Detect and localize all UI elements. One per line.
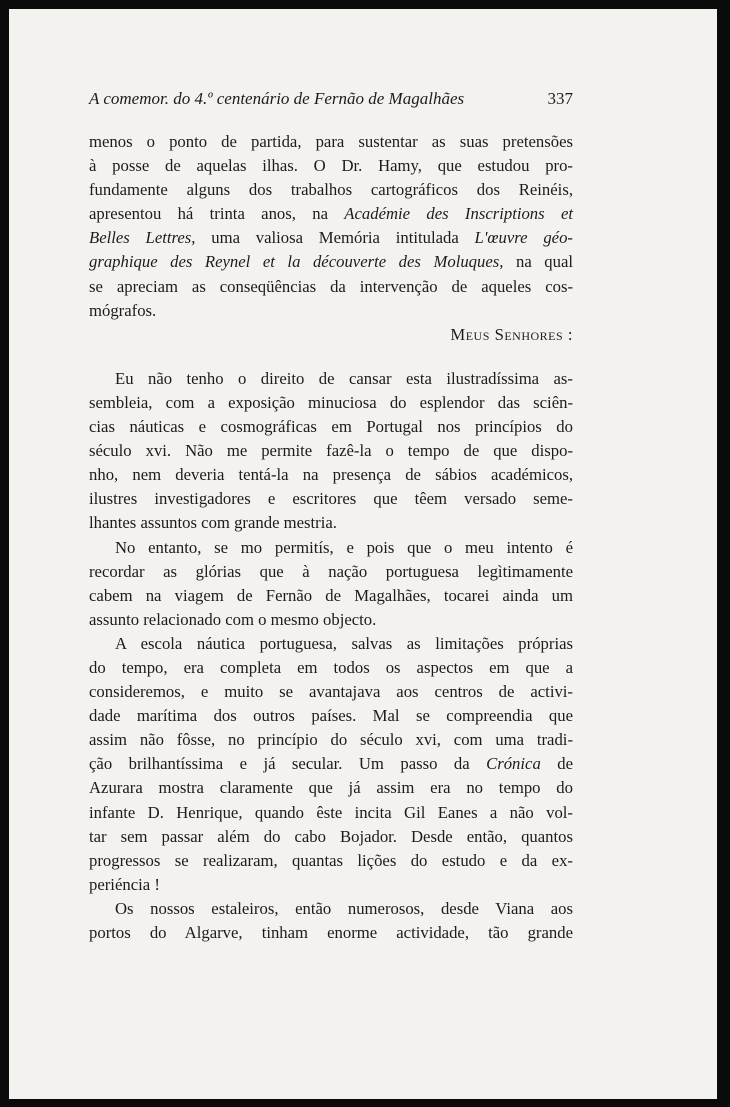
text-run: periéncia !: [89, 874, 160, 894]
text-run: se apreciam as conseqüências da intervenção de aqueles cos-: [89, 276, 573, 296]
text-line: [89, 825, 573, 849]
text-line: [89, 584, 573, 608]
text-line: [89, 275, 573, 299]
italic-text: Académie des Inscriptions et: [344, 204, 573, 224]
text-line: [89, 873, 573, 897]
text-run: uma valiosa Memória intitulada: [195, 228, 475, 248]
text-run: Eu não tenho o direito de cansar esta ilustradíssima as-: [115, 368, 573, 388]
paragraph: [89, 632, 573, 897]
text-line: [89, 849, 573, 873]
text-run: Azurara mostra claramente que já assim era no tempo do: [89, 778, 573, 798]
text-line: [89, 439, 573, 463]
text-run: menos o ponto de partida, para sustentar as suas pretensões: [89, 132, 573, 151]
text-run: nho, nem deveria tentá-la na presença de sábios académicos,: [89, 465, 573, 485]
salutation: [89, 323, 573, 347]
italic-text: graphique des Reynel et la découverte des Moluques,: [89, 252, 504, 272]
text-line: [89, 511, 573, 535]
text-line: [89, 154, 573, 178]
text-run: ilustres investigadores e escritores que têem versado seme-: [89, 489, 573, 509]
text-line: [89, 728, 573, 752]
italic-text: L'œuvre géo-: [474, 228, 573, 248]
paragraph: [89, 347, 573, 536]
text-run: cias náuticas e cosmográficas em Portugal nos princípios do: [89, 417, 573, 437]
paragraph: [89, 130, 573, 323]
italic-text: Belles Lettres,: [89, 228, 196, 248]
text-line: [89, 202, 573, 226]
text-run: No entanto, se mo permitís, e pois que o meu intento é: [115, 537, 573, 557]
text-run: assim não fôsse, no princípio do século xvi, com uma tradi-: [89, 730, 573, 750]
text-line: [89, 704, 573, 728]
page-number: 337: [547, 89, 573, 108]
text-run: do tempo, era completa em todos os aspectos em que a: [89, 657, 573, 677]
text-line: [89, 463, 573, 487]
text-line: [89, 487, 573, 511]
text-run: Os nossos estaleiros, então numerosos, desde Viana aos: [115, 898, 573, 918]
text-run: recordar as glórias que à nação portuguesa legìtimamente: [89, 561, 573, 581]
text-line: [89, 536, 573, 560]
text-run: século xvi. Não me permite fazê-la o tempo de que dispo-: [89, 441, 573, 461]
text-run: A escola náutica portuguesa, salvas as limitações próprias: [115, 633, 573, 653]
text-line: [89, 801, 573, 825]
text-run: lhantes assuntos com grande mestria.: [89, 513, 337, 533]
text-run: assunto relacionado com o mesmo objecto.: [89, 609, 377, 629]
running-title: A comemor. do 4.º centenário de Fernão de Magalhães: [89, 89, 465, 108]
paragraph: [89, 536, 573, 632]
text-line: [89, 560, 573, 584]
text-line: [89, 391, 573, 415]
text-run: progressos se realizaram, quantas lições do estudo e da ex-: [89, 850, 573, 870]
text-line: [89, 680, 573, 704]
text-line: [89, 776, 573, 800]
text-run: infante D. Henrique, quando êste incita Gil Eanes a não vol-: [89, 802, 573, 822]
text-line: [89, 367, 573, 391]
text-line: [89, 897, 573, 921]
text-line: [89, 632, 573, 656]
text-run: na qual: [503, 252, 574, 272]
running-header: [89, 87, 573, 111]
text-run: à posse de aquelas ilhas. O Dr. Hamy, que estudou pro-: [89, 156, 573, 176]
text-line: [89, 752, 573, 776]
text-line: [89, 608, 573, 632]
text-run: tar sem passar além do cabo Bojador. Desde então, quantos: [89, 826, 573, 846]
text-run: cabem na viagem de Fernão de Magalhães, tocarei ainda um: [89, 585, 573, 605]
text-line: [89, 226, 573, 250]
text-run: mógrafos.: [89, 300, 157, 320]
paragraph: [89, 897, 573, 945]
italic-text: Crónica: [486, 754, 541, 774]
text-line: [89, 130, 573, 154]
body-text: [89, 130, 573, 945]
text-run: consideremos, e muito se avantajava aos centros de activi-: [89, 682, 573, 702]
text-line: [89, 250, 573, 274]
text-run: Meus Senhores :: [450, 324, 573, 344]
text-run: dade marítima dos outros países. Mal se compreendia que: [89, 706, 573, 726]
text-run: portos do Algarve, tinham enorme actividade, tão grande: [89, 923, 573, 942]
text-line: [89, 921, 573, 945]
text-run: fundamente alguns dos trabalhos cartográficos dos Reinéis,: [89, 180, 573, 200]
text-line: [89, 299, 573, 323]
text-line: [89, 178, 573, 202]
text-run: de: [540, 754, 573, 774]
text-line: [89, 323, 573, 347]
text-run: sembleia, com a exposição minuciosa do esplendor das sciên-: [89, 392, 573, 412]
book-page: [9, 9, 717, 1099]
text-run: ção brilhantíssima e já secular. Um passo da: [89, 754, 487, 774]
text-line: [89, 656, 573, 680]
text-line: [89, 415, 573, 439]
text-run: apresentou há trinta anos, na: [89, 204, 345, 224]
